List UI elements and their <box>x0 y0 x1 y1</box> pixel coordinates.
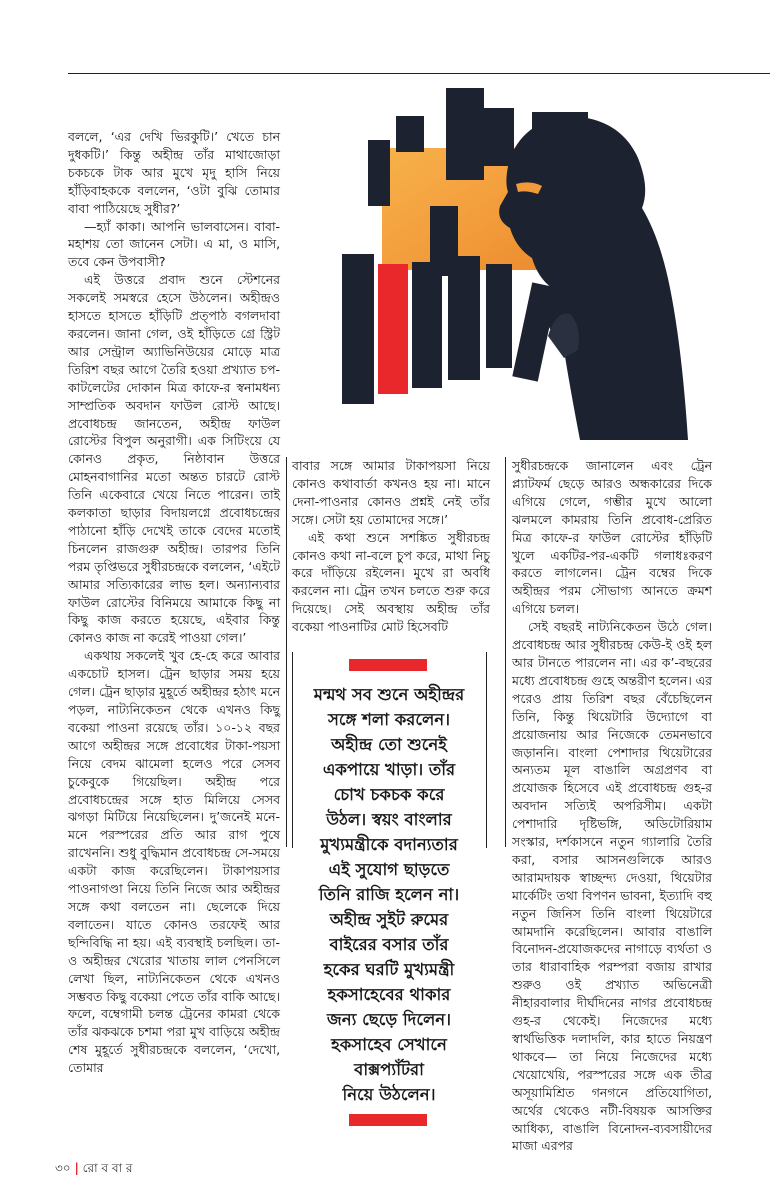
dark-block <box>486 264 512 368</box>
pull-quote-line: চোখ চকচক করে <box>333 785 445 804</box>
man-silhouette <box>499 116 688 440</box>
pull-quote-line: অহীন্দ্র তো শুনেই <box>331 735 447 754</box>
pull-quote-line: সঙ্গে শলা করলেন। <box>327 710 451 729</box>
pull-quote-line: উঠল। স্বয়ং বাংলার <box>326 810 452 829</box>
dark-block <box>412 262 442 388</box>
footer-separator: | <box>74 1161 79 1175</box>
column-divider <box>286 457 287 847</box>
article-column-1 <box>68 128 280 1077</box>
paragraph: বললে, ‘এর দেখি ভিরকুটি।’ খেতে চান দুধকটি।’ কিন্তু অহীন্দ্র তাঁর মাথাজোড়া চকচকে টাক আর মুখে মৃদু হাসি নিয়ে হাঁড়িবাহককে বললেন, ‘ওটা বুঝি তোমার বাবা পাঠিয়েছে সুধীর?’ <box>68 129 280 216</box>
top-rule <box>68 73 770 74</box>
page-number: ৩০ <box>55 1161 71 1175</box>
illustration <box>320 88 705 440</box>
article-column-2 <box>292 457 490 636</box>
dark-block <box>368 140 390 206</box>
pull-quote-line: অহীন্দ্র সুইট রুমের <box>329 910 449 929</box>
column-divider <box>505 457 506 847</box>
pull-quote-rule-left <box>292 652 293 848</box>
paragraph: বাবার সঙ্গে আমার টাকাপয়সা নিয়ে কোনও কথাবার্তা কখনও হয় না। মানে দেনা-পাওনার কোনও প্রশ্নই নেই তাঁর সঙ্গে। সেটা হয় তোমাদের সঙ্গে।’ <box>292 458 490 527</box>
magazine-name: রো ব বা র <box>82 1161 133 1175</box>
dark-block <box>470 108 514 166</box>
pull-quote-line: নিয়ে উঠলেন। <box>342 1085 436 1104</box>
illustration-graphic <box>320 88 705 440</box>
pull-quote-rule-right <box>486 652 487 848</box>
page-footer <box>55 1160 133 1180</box>
dark-block <box>342 254 374 404</box>
dark-block <box>448 256 480 380</box>
pull-quote-line: বাইরের বসার তাঁর <box>329 935 449 954</box>
paragraph: সুধীরচন্দ্রকে জানালেন এবং ট্রেন প্ল্যাটফর্ম ছেড়ে আরও অন্ধকারের দিকে এগিয়ে গেলে, গম্ভীর মুখে আলো ঝলমলে কামরায় তিনি প্রবোধ-প্রেরিত মিত্র কাফে-র ফাউল রোস্টের হাঁড়িটি খুলে একটির-পর-একটি গলাধঃকরণ করতে লাগলেন। ট্রেন বম্বের দিকে অহীন্দ্রর পরম সৌভাগ্য আনতে ক্রমশ এগিয়ে চলল। <box>512 458 712 617</box>
pull-quote-line: বাক্সপ্যাঁটরা <box>354 1060 424 1079</box>
article-column-3 <box>512 457 712 1155</box>
pull-quote <box>300 682 478 1107</box>
dark-block <box>396 116 424 152</box>
pull-quote-line: হকের ঘরটি মুখ্যমন্ত্রী <box>323 960 455 979</box>
pull-quote-line: মুখ্যমন্ত্রীকে বদান্যতার <box>320 835 458 854</box>
pull-quote-bottom-bar <box>349 1114 427 1126</box>
pull-quote-line: এই সুযোগ ছাড়তে <box>328 860 450 879</box>
pull-quote-line: একপায়ে খাড়া। তাঁর <box>322 760 456 779</box>
pull-quote-top-bar <box>349 659 427 671</box>
pull-quote-line: মন্মথ সব শুনে অহীন্দ্রর <box>313 685 465 704</box>
pull-quote-line: হকসাহেব সেখানে <box>331 1035 447 1054</box>
pull-quote-line: জন্য ছেড়ে দিলেন। <box>326 1010 452 1029</box>
pull-quote-line: হকসাহেবের থাকার <box>327 985 451 1004</box>
paragraph: সেই বছরই নাট্যনিকেতন উঠে গেল। প্রবোধচন্দ্র আর সুধীরচন্দ্র কেউ-ই ওই হল আর টানতে পারলেন না। এর ক’-বছরের মধ্যে প্রবোধচন্দ্র গুহে অন্তরীণ হলেন। এর পরেও প্রায় তিরিশ বছর বেঁচেছিলেন তিনি, কিন্তু থিয়েটারি উদ্যোগে বা প্রয়োজনায় আর নিজেকে তেমনভাবে জড়াননি। বাংলা পেশাদার থিয়েটারের অন্যতম মূল বাঙালি অগ্রপ্রণব বা প্রযোজক হিসেবে এই প্রবোধচন্দ্র গুহ-র অবদান সত্যিই অপরিসীম। একটা পেশাদারি দৃষ্টিভঙ্গি, অডিটোরিয়াম সংস্কার, দর্শকাসনে নতুন গ্যালারি তৈরি করা, বসার আসনগুলিকে আরও আরামদায়ক স্বাচ্ছন্দ্য দেওয়া, থিয়েটার মার্কেটিং তথা বিপণন ভাবনা, ইত্যাদি বহু নতুন জিনিস তিনি বাংলা থিয়েটারে আমদানি করেছিলেন। আবার বাঙালি বিনোদন-প্রযোজকদের নাগাড়ে ব্যর্থতা ও তার ধারাবাহিক পরম্পরা বজায় রাখার শুরুও ওই প্রখ্যাত অভিনেত্রী নীহারবালার দীর্ঘদিনের নাগর প্রবোধচন্দ্র গুহ-র থেকেই। নিজেদের মধ্যে স্বার্থভিত্তিক দলাদলি, কার হাতে নিয়ন্ত্রণ থাকবে— তা নিয়ে নিজেদের মধ্যে খেয়োখেয়ি, পরস্পরের সঙ্গে এক তীব্র অসূয়ামিশ্রিত গনগনে প্রতিযোগিতা, অর্থের থেকেও নটী-বিষয়ক আসক্তির আধিক্য, বাঙালি বিনোদন-ব্যবসায়ীদের মাজা এরপর <box>512 619 712 1154</box>
paragraph: এই উত্তরে প্রবাদ শুনে স্টেশনের সকলেই সমস্বরে হেসে উঠলেন। অহীন্দ্রও হাসতে হাসতে হাঁড়িটি প্রত্পাঠ বগলদাবা করলেন। জানা গেল, ওই হাঁড়িতে গ্রে স্ট্রিট আর সেন্ট্রাল অ্যাভিনিউয়ের মোড়ে মাত্র তিরিশ বছর আগে তৈরি হওয়া প্রখ্যাত চপ-কাটলেটের দোকান মিত্র কাফে-র স্বনামধন্য সাম্প্রতিক অবদান ফাউল রোস্ট আছে। প্রবোধচন্দ্র জানতেন, অহীন্দ্র ফাউল রোস্টের বিপুল অনুরাগী। এক সিটিংয়ে যে কোনও প্রকৃত, নিষ্ঠাবান উত্তরে মোহনবাগানির মতো অন্তত চারটে রোস্ট তিনি একেবারে খেয়ে নিতে পারেন। তাই কলকাতা ছাড়ার বিদায়লগ্নে প্রবোধচন্দ্রের পাঠানো হাঁড়ি দেখেই তাকে বেদের মতোই চিনলেন রাজগুরু অহীন্দ্র। তারপর তিনি পরম তৃপ্তিভরে সুধীরচন্দ্রকে বললেন, ‘এইটে আমার সত্যিকারের লাভ হল। অন্যান্যবার ফাউল রোস্টের বিনিময়ে আমাকে কিছু না কিছু কাজ করতে হয়েছে, এইবার কিন্তু কোনও কাজ না করেই পাওয়া গেল।’ <box>68 272 280 646</box>
pull-quote-line: তিনি রাজি হলেন না। <box>318 885 460 904</box>
paragraph: —হ্যাঁ কাকা। আপনি ভালবাসেন। বাবা-মহাশয় তো জানেন সেটা। এ মা, ও মাসি, তবে কেন উপবাসী? <box>68 218 280 270</box>
red-block <box>378 264 408 394</box>
paragraph: একথায় সকলেই খুব হে-হে করে আবার একচোট হাসল। ট্রেন ছাড়ার সময় হয়ে গেল। ট্রেন ছাড়ার মুহূর্তে অহীন্দ্রর হঠাৎ মনে পড়ল, নাট্যনিকেতন থেকে এখনও কিছু বকেয়া পাওনা রয়েছে তাঁর। ১০-১২ বছর আগে অহীন্দ্রর সঙ্গে প্রবোধের টাকা-পয়সা নিয়ে বেদম ঝামেলা হলেও পরে সেসব চুকেবুকে গিয়েছিল। অহীন্দ্র পরে প্রবোধচন্দ্রের সঙ্গে হাত মিলিয়ে সেসব ঝগড়া মিটিয়ে নিয়েছিলেন। দু’জনেই মনে-মনে পরস্পরের প্রতি আর রাগ পুষে রাখেননি। শুধু বুদ্ধিমান প্রবোধচন্দ্র সে-সময়ে একটা কাজ করেছিলেন। টাকাপয়সার পাওনাগণ্ডা নিয়ে তিনি নিজে আর অহীন্দ্রর সঙ্গে কথা বলতেন না। ছেলেকে দিয়ে বলাতেন। যাতে কোনও তরফেই আর ছন্দিবিদ্ধি না হয়। এই ব্যবস্থাই চলছিল। তা-ও অহীন্দ্রর খেরোর খাতায় লাল পেনসিলে লেখা ছিল, নাট্যনিকেতন থেকে এখনও সম্ভবত কিছু বকেয়া পেতে তাঁর বাকি আছে। ফলে, বম্বেগামী চলন্ত ট্রেনের কামরা থেকে তাঁর ঝকঝকে চশমা পরা মুখ বাড়িয়ে অহীন্দ্র শেষ মুহূর্তে সুধীরচন্দ্রকে বললেন, ‘দেখো, তোমার <box>68 648 280 1076</box>
paragraph: এই কথা শুনে সশঙ্কিত সুধীরচন্দ্র কোনও কথা না-বলে চুপ করে, মাথা নিচু করে দাঁড়িয়ে রইলেন। মুখে রা অবধি করলেন না। ট্রেন তখন চলতে শুরু করে দিয়েছে। সেই অবস্থায় অহীন্দ্র তাঁর বকেয়া পাওনাটির মোট হিসেবটি <box>292 529 490 635</box>
